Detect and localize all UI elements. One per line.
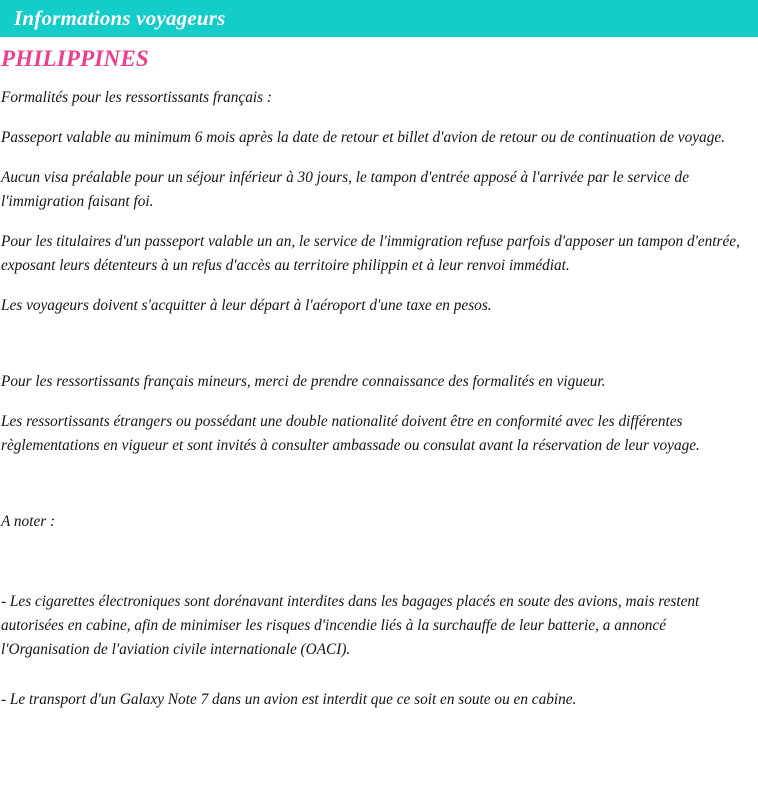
paragraph-visa: Aucun visa préalable pour un séjour inférieur à 30 jours, le tampon d'entrée apposé à l'arrivée par le service de l'immigration faisant foi.: [1, 169, 689, 210]
paragraph-galaxy-note: - Le transport d'un Galaxy Note 7 dans un avion est interdit que ce soit en soute ou en cabine.: [1, 691, 577, 708]
spacer: [0, 318, 748, 370]
spacer: [0, 394, 748, 410]
paragraph-ecigarettes: - Les cigarettes électroniques sont dorénavant interdites dans les bagages placés en soute des avions, mais restent autorisées en cabine, afin de minimiser les risques d'incendie liés à la surchauffe de leur batterie, a annoncé l'Organisation de l'aviation civile internationale (OACI).: [1, 593, 700, 658]
page-header: [0, 0, 758, 37]
paragraph-airport-tax: Les voyageurs doivent s'acquitter à leur départ à l'aéroport d'une taxe en pesos.: [1, 297, 492, 314]
page-title: Informations voyageurs: [14, 6, 226, 30]
document-content: [0, 46, 758, 712]
paragraph-minors: Pour les ressortissants français mineurs, merci de prendre connaissance des formalités en vigueur.: [1, 373, 606, 390]
paragraph-passport: Passeport valable au minimum 6 mois après la date de retour et billet d'avion de retour ou de continuation de voyage.: [1, 129, 725, 146]
paragraph-foreign-nationals: Les ressortissants étrangers ou possédant une double nationalité doivent être en conformité avec les différentes règlementations en vigueur et sont invités à consulter ambassade ou consulat avant la réservation de leur voyage.: [1, 413, 700, 454]
spacer: [0, 662, 748, 688]
paragraph-note-label: A noter :: [1, 513, 56, 530]
spacer: [0, 534, 748, 590]
spacer: [0, 278, 748, 294]
spacer: [0, 72, 748, 86]
paragraph-formalities-intro: Formalités pour les ressortissants français :: [1, 89, 272, 106]
spacer: [0, 214, 748, 230]
paragraph-one-year-passport: Pour les titulaires d'un passeport valable un an, le service de l'immigration refuse parfois d'apposer un tampon d'entrée, exposant leurs détenteurs à un refus d'accès au territoire philippin et à leur renvoi immédiat.: [1, 233, 740, 274]
spacer: [0, 458, 748, 510]
spacer: [0, 110, 748, 126]
country-heading: PHILIPPINES: [1, 46, 149, 71]
spacer: [0, 150, 748, 166]
